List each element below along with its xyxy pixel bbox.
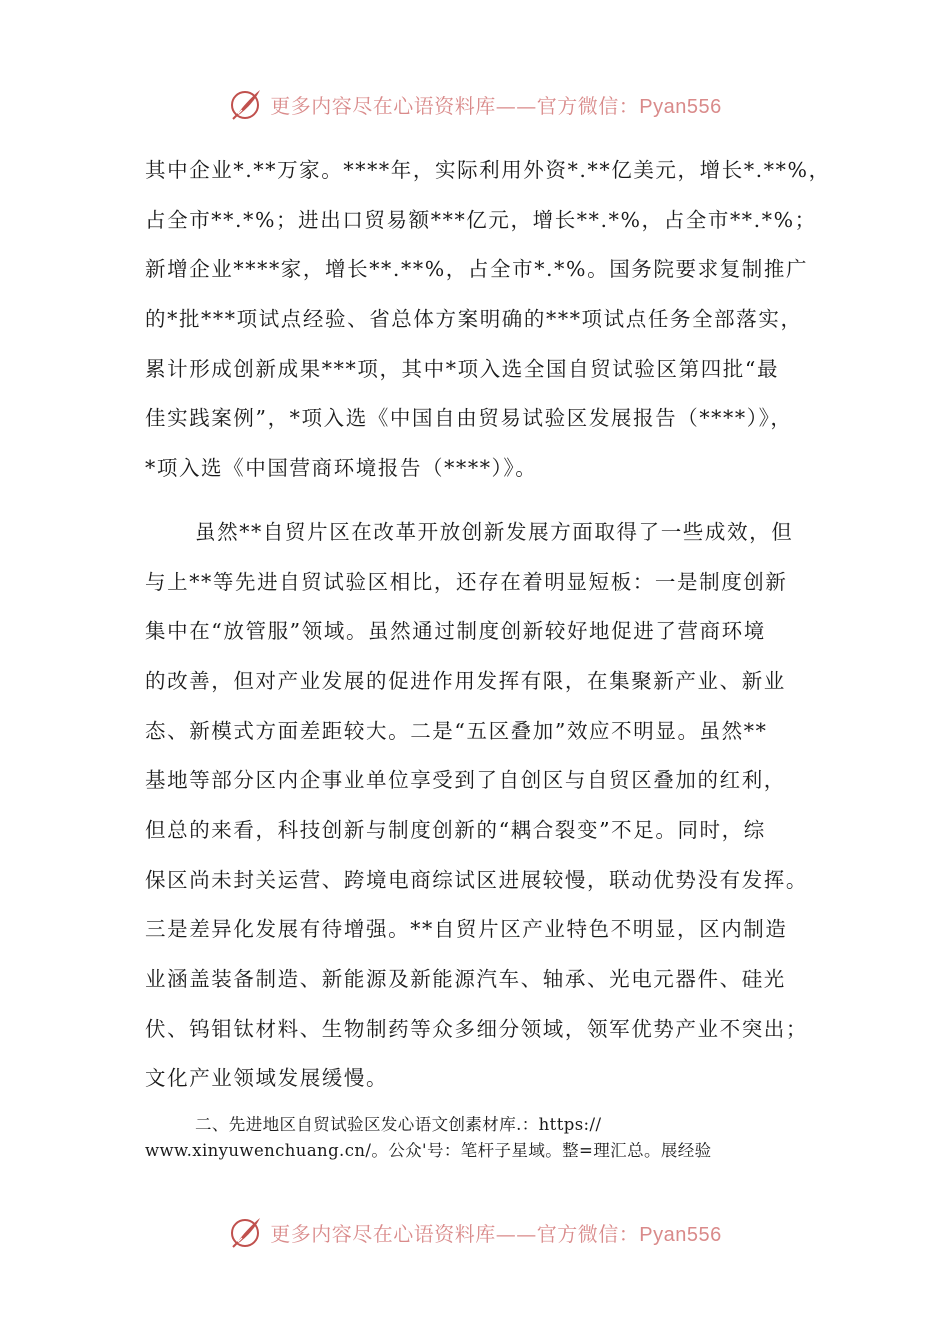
section-heading-line-2: www.xinyuwenchuang.cn/。公众'号：笔杆子星域。整=理汇总。展经验: [145, 1141, 712, 1161]
paragraph-line: 保区尚未封关运营、跨境电商综试区进展较慢，联动优势没有发挥。: [145, 867, 808, 892]
document-body: [145, 146, 831, 1164]
paragraph-line: 但总的来看，科技创新与制度创新的“耦合裂变”不足。同时，综: [145, 817, 766, 842]
banner-title: 更多内容尽在心语资料库: [270, 93, 496, 118]
banner-dash: ——: [495, 93, 537, 118]
paragraph-line: 其中企业*.**万家。****年，实际利用外资*.**亿美元，增长*.**%，: [145, 158, 831, 182]
heading-gap: [145, 1104, 810, 1112]
paragraph-line: 与上**等先进自贸试验区相比，还存在着明显短板：一是制度创新: [145, 569, 788, 594]
paragraph-line: 业涵盖装备制造、新能源及新能源汽车、轴承、光电元器件、硅光: [145, 967, 786, 991]
banner-dash: ——: [495, 1221, 537, 1246]
paragraph-2: [145, 508, 810, 1104]
quill-pen-logo-icon: [228, 86, 264, 122]
paragraph-line: 态、新模式方面差距较大。二是“五区叠加”效应不明显。虽然**: [145, 718, 768, 743]
banner-wechat-id: Pyan556: [639, 95, 722, 118]
banner-inner: [228, 86, 721, 122]
section-heading: [145, 1112, 810, 1164]
banner-title: 更多内容尽在心语资料库: [270, 1221, 496, 1246]
banner-label: 官方微信：: [536, 1221, 640, 1246]
paragraph-gap: [145, 494, 810, 508]
footer-banner: [0, 1210, 950, 1254]
paragraph-line: 基地等部分区内企事业单位享受到了自创区与自贸区叠加的红利，: [145, 768, 786, 793]
paragraph-1: [145, 146, 831, 494]
paragraph-line: 新增企业****家，增长**.**%，占全市*.*%。国务院要求复制推广: [145, 257, 809, 282]
banner-text: [270, 90, 721, 119]
banner-wechat-id: Pyan556: [639, 1223, 722, 1246]
banner-inner: [228, 1214, 721, 1250]
header-banner: [0, 82, 950, 126]
paragraph-line: 占全市**.*%；进出口贸易额***亿元，增长**.*%，占全市**.*%；: [145, 207, 817, 232]
paragraph-line: 的*批***项试点经验、省总体方案明确的***项试点任务全部落实，: [145, 307, 803, 332]
paragraph-line: 三是差异化发展有待增强。**自贸片区产业特色不明显，区内制造: [145, 917, 788, 942]
paragraph-line: 累计形成创新成果***项，其中*项入选全国自贸试验区第四批“最: [145, 356, 780, 381]
paragraph-line: 伏、钨钼钛材料、生物制药等众多细分领域，领军优势产业不突出；: [145, 1016, 808, 1041]
section-heading-line-1: 二、先进地区自贸试验区发心语文创素材库.：https://: [195, 1115, 602, 1135]
paragraph-line: 文化产业领域发展缓慢。: [145, 1066, 389, 1091]
paragraph-line: 的改善，但对产业发展的促进作用发挥有限，在集聚新产业、新业: [145, 668, 786, 693]
quill-pen-logo-icon: [228, 1214, 264, 1250]
paragraph-line: 佳实践案例”，*项入选《中国自由贸易试验区发展报告（****）》，: [145, 406, 793, 431]
banner-text: [270, 1218, 721, 1247]
paragraph-line: 集中在“放管服”领域。虽然通过制度创新较好地促进了营商环境: [145, 619, 766, 644]
paragraph-line: 虽然**自贸片区在改革开放创新发展方面取得了一些成效，但: [195, 519, 794, 544]
paragraph-line: *项入选《中国营商环境报告（****）》。: [145, 456, 538, 481]
banner-label: 官方微信：: [536, 93, 640, 118]
